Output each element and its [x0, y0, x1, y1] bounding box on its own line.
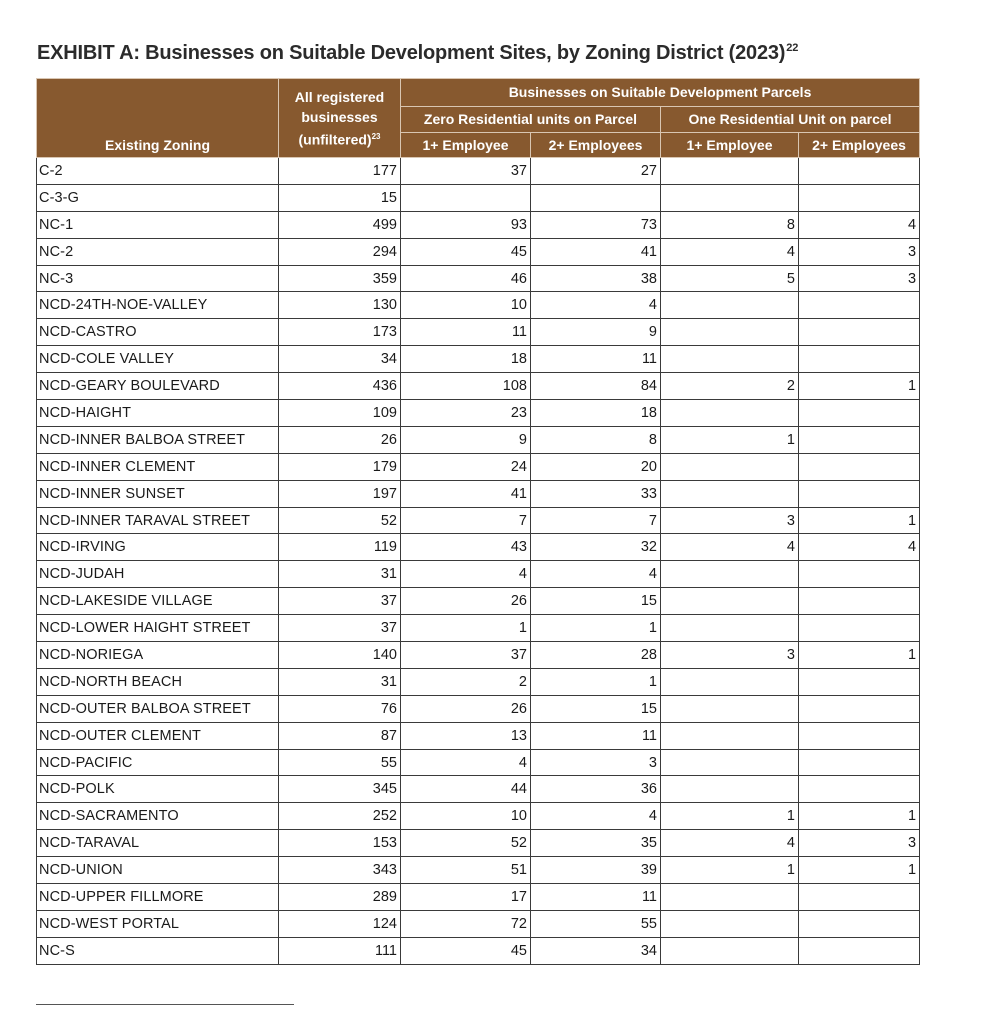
cell-all-registered: 140	[279, 642, 401, 669]
header-zero-residential: Zero Residential units on Parcel	[401, 107, 661, 133]
cell-one-1plus: 1	[661, 857, 799, 884]
cell-all-registered: 177	[279, 158, 401, 185]
cell-one-1plus	[661, 400, 799, 427]
cell-zero-2plus: 4	[531, 561, 661, 588]
cell-one-1plus	[661, 884, 799, 911]
table-row	[37, 292, 920, 319]
cell-zoning: NC-S	[37, 937, 279, 964]
table-row	[37, 346, 920, 373]
cell-all-registered: 179	[279, 453, 401, 480]
cell-zero-2plus: 11	[531, 346, 661, 373]
cell-zoning: NCD-24TH-NOE-VALLEY	[37, 292, 279, 319]
cell-all-registered: 55	[279, 749, 401, 776]
cell-zoning: NCD-INNER TARAVAL STREET	[37, 507, 279, 534]
cell-one-1plus: 1	[661, 803, 799, 830]
cell-zero-1plus: 37	[401, 642, 531, 669]
cell-all-registered: 26	[279, 426, 401, 453]
table-row	[37, 373, 920, 400]
table-row	[37, 615, 920, 642]
cell-zero-2plus: 7	[531, 507, 661, 534]
cell-one-1plus	[661, 615, 799, 642]
cell-zoning: C-2	[37, 158, 279, 185]
header-all-registered-text: All registered businesses (unfiltered)	[294, 88, 385, 148]
cell-zero-2plus	[531, 184, 661, 211]
cell-zoning: NCD-JUDAH	[37, 561, 279, 588]
cell-zero-2plus: 73	[531, 211, 661, 238]
cell-zero-2plus: 38	[531, 265, 661, 292]
cell-zero-2plus: 11	[531, 722, 661, 749]
cell-zoning: NCD-INNER BALBOA STREET	[37, 426, 279, 453]
table-row	[37, 749, 920, 776]
table-row	[37, 910, 920, 937]
cell-one-1plus: 8	[661, 211, 799, 238]
cell-all-registered: 76	[279, 695, 401, 722]
cell-zero-2plus: 9	[531, 319, 661, 346]
cell-zoning: NCD-TARAVAL	[37, 830, 279, 857]
cell-all-registered: 130	[279, 292, 401, 319]
cell-zero-2plus: 1	[531, 615, 661, 642]
cell-all-registered: 111	[279, 937, 401, 964]
cell-one-2plus	[799, 319, 920, 346]
cell-one-2plus: 1	[799, 373, 920, 400]
table-row	[37, 857, 920, 884]
cell-one-2plus: 1	[799, 857, 920, 884]
cell-zoning: NCD-HAIGHT	[37, 400, 279, 427]
cell-zero-2plus: 15	[531, 588, 661, 615]
title-footnote-ref: 22	[786, 42, 799, 55]
cell-zero-1plus: 11	[401, 319, 531, 346]
table-row	[37, 507, 920, 534]
cell-zero-1plus: 4	[401, 561, 531, 588]
table-row	[37, 588, 920, 615]
table-row	[37, 265, 920, 292]
cell-one-1plus	[661, 319, 799, 346]
cell-all-registered: 34	[279, 346, 401, 373]
cell-zero-2plus: 39	[531, 857, 661, 884]
cell-one-1plus	[661, 668, 799, 695]
cell-zero-1plus: 46	[401, 265, 531, 292]
cell-one-1plus	[661, 346, 799, 373]
cell-zoning: NCD-UNION	[37, 857, 279, 884]
cell-zero-2plus: 4	[531, 803, 661, 830]
cell-zoning: NC-1	[37, 211, 279, 238]
header-zero-2plus: 2+ Employees	[531, 133, 661, 158]
cell-zero-1plus: 7	[401, 507, 531, 534]
cell-one-1plus	[661, 561, 799, 588]
header-all-registered-ref: 23	[371, 131, 381, 141]
cell-one-1plus: 1	[661, 426, 799, 453]
table-row	[37, 534, 920, 561]
cell-zero-1plus: 4	[401, 749, 531, 776]
cell-one-1plus	[661, 158, 799, 185]
table-row	[37, 722, 920, 749]
table-row	[37, 158, 920, 185]
cell-zoning: NCD-NORTH BEACH	[37, 668, 279, 695]
table-row	[37, 695, 920, 722]
table-header	[37, 79, 920, 158]
header-all-registered	[279, 79, 401, 158]
cell-one-2plus: 4	[799, 211, 920, 238]
cell-zero-1plus: 44	[401, 776, 531, 803]
cell-zero-1plus: 1	[401, 615, 531, 642]
cell-one-2plus: 3	[799, 830, 920, 857]
cell-zoning: NC-2	[37, 238, 279, 265]
exhibit-title-text: EXHIBIT A: Businesses on Suitable Development Sites, by Zoning District (2023)	[37, 42, 786, 64]
table-row	[37, 319, 920, 346]
cell-zoning: NCD-NORIEGA	[37, 642, 279, 669]
cell-zero-1plus: 52	[401, 830, 531, 857]
cell-zero-1plus: 93	[401, 211, 531, 238]
cell-one-2plus	[799, 722, 920, 749]
cell-zero-2plus: 1	[531, 668, 661, 695]
cell-one-1plus: 4	[661, 830, 799, 857]
cell-one-1plus	[661, 937, 799, 964]
cell-one-2plus: 1	[799, 642, 920, 669]
cell-all-registered: 109	[279, 400, 401, 427]
cell-zero-1plus: 43	[401, 534, 531, 561]
cell-zoning: NCD-IRVING	[37, 534, 279, 561]
cell-zero-2plus: 28	[531, 642, 661, 669]
cell-one-1plus: 5	[661, 265, 799, 292]
cell-one-1plus	[661, 722, 799, 749]
table-row	[37, 937, 920, 964]
cell-zero-2plus: 27	[531, 158, 661, 185]
cell-all-registered: 15	[279, 184, 401, 211]
cell-one-2plus	[799, 346, 920, 373]
table-row	[37, 184, 920, 211]
cell-zero-2plus: 20	[531, 453, 661, 480]
cell-zero-1plus: 17	[401, 884, 531, 911]
cell-one-1plus	[661, 695, 799, 722]
cell-all-registered: 31	[279, 561, 401, 588]
cell-all-registered: 359	[279, 265, 401, 292]
cell-all-registered: 436	[279, 373, 401, 400]
cell-all-registered: 37	[279, 615, 401, 642]
cell-zoning: NCD-POLK	[37, 776, 279, 803]
cell-zero-1plus: 72	[401, 910, 531, 937]
cell-one-1plus	[661, 749, 799, 776]
cell-zero-2plus: 41	[531, 238, 661, 265]
table-row	[37, 453, 920, 480]
cell-all-registered: 153	[279, 830, 401, 857]
header-existing-zoning: Existing Zoning	[37, 79, 279, 158]
cell-zero-2plus: 34	[531, 937, 661, 964]
table-row	[37, 668, 920, 695]
cell-zero-1plus: 41	[401, 480, 531, 507]
header-one-residential: One Residential Unit on parcel	[661, 107, 920, 133]
table-row	[37, 400, 920, 427]
table-row	[37, 803, 920, 830]
cell-all-registered: 294	[279, 238, 401, 265]
cell-all-registered: 499	[279, 211, 401, 238]
cell-one-2plus	[799, 561, 920, 588]
cell-one-2plus	[799, 615, 920, 642]
cell-zoning: NCD-GEARY BOULEVARD	[37, 373, 279, 400]
cell-zero-1plus: 26	[401, 588, 531, 615]
cell-zero-1plus: 45	[401, 937, 531, 964]
table-row	[37, 480, 920, 507]
cell-zoning: NCD-LAKESIDE VILLAGE	[37, 588, 279, 615]
cell-zero-1plus	[401, 184, 531, 211]
cell-one-2plus	[799, 668, 920, 695]
cell-one-2plus	[799, 184, 920, 211]
cell-one-2plus	[799, 158, 920, 185]
cell-one-1plus: 4	[661, 534, 799, 561]
table-row	[37, 426, 920, 453]
table-row	[37, 884, 920, 911]
cell-all-registered: 343	[279, 857, 401, 884]
cell-all-registered: 252	[279, 803, 401, 830]
cell-zoning: NCD-OUTER CLEMENT	[37, 722, 279, 749]
cell-zoning: NCD-INNER SUNSET	[37, 480, 279, 507]
cell-one-1plus: 3	[661, 642, 799, 669]
cell-zero-1plus: 10	[401, 292, 531, 319]
cell-one-2plus	[799, 884, 920, 911]
cell-all-registered: 124	[279, 910, 401, 937]
cell-zero-2plus: 84	[531, 373, 661, 400]
header-one-1plus: 1+ Employee	[661, 133, 799, 158]
cell-all-registered: 52	[279, 507, 401, 534]
cell-zero-1plus: 108	[401, 373, 531, 400]
header-one-2plus: 2+ Employees	[799, 133, 920, 158]
cell-one-2plus	[799, 400, 920, 427]
cell-zoning: NCD-LOWER HAIGHT STREET	[37, 615, 279, 642]
header-suitable-parcels-group: Businesses on Suitable Development Parcels	[401, 79, 920, 107]
cell-zoning: NCD-SACRAMENTO	[37, 803, 279, 830]
cell-one-2plus	[799, 426, 920, 453]
cell-zero-2plus: 15	[531, 695, 661, 722]
cell-zero-2plus: 3	[531, 749, 661, 776]
table-body	[37, 158, 920, 965]
cell-zero-2plus: 36	[531, 776, 661, 803]
cell-one-1plus: 4	[661, 238, 799, 265]
cell-one-1plus: 2	[661, 373, 799, 400]
cell-zoning: NCD-PACIFIC	[37, 749, 279, 776]
cell-all-registered: 87	[279, 722, 401, 749]
cell-zero-1plus: 24	[401, 453, 531, 480]
cell-zoning: NCD-COLE VALLEY	[37, 346, 279, 373]
cell-zoning: NCD-UPPER FILLMORE	[37, 884, 279, 911]
cell-all-registered: 345	[279, 776, 401, 803]
cell-one-1plus: 3	[661, 507, 799, 534]
cell-one-1plus	[661, 480, 799, 507]
cell-one-2plus	[799, 695, 920, 722]
cell-all-registered: 31	[279, 668, 401, 695]
cell-all-registered: 173	[279, 319, 401, 346]
table-row	[37, 561, 920, 588]
cell-zero-2plus: 33	[531, 480, 661, 507]
table-row	[37, 830, 920, 857]
cell-zero-2plus: 55	[531, 910, 661, 937]
table-row	[37, 238, 920, 265]
cell-one-2plus	[799, 292, 920, 319]
cell-one-2plus: 3	[799, 265, 920, 292]
cell-one-2plus	[799, 910, 920, 937]
cell-zero-1plus: 26	[401, 695, 531, 722]
cell-zoning: C-3-G	[37, 184, 279, 211]
cell-one-2plus: 3	[799, 238, 920, 265]
cell-zoning: NCD-INNER CLEMENT	[37, 453, 279, 480]
cell-one-1plus	[661, 588, 799, 615]
cell-zero-1plus: 45	[401, 238, 531, 265]
header-zero-1plus: 1+ Employee	[401, 133, 531, 158]
cell-one-2plus	[799, 749, 920, 776]
cell-one-1plus	[661, 776, 799, 803]
cell-zero-1plus: 51	[401, 857, 531, 884]
cell-one-2plus	[799, 937, 920, 964]
cell-zero-2plus: 11	[531, 884, 661, 911]
table-row	[37, 211, 920, 238]
exhibit-title	[37, 42, 798, 65]
cell-all-registered: 119	[279, 534, 401, 561]
table-row	[37, 642, 920, 669]
cell-one-1plus	[661, 453, 799, 480]
cell-zero-1plus: 18	[401, 346, 531, 373]
cell-zero-1plus: 10	[401, 803, 531, 830]
cell-zero-2plus: 8	[531, 426, 661, 453]
cell-one-2plus	[799, 480, 920, 507]
cell-all-registered: 289	[279, 884, 401, 911]
cell-all-registered: 197	[279, 480, 401, 507]
cell-zero-1plus: 13	[401, 722, 531, 749]
cell-zoning: NC-3	[37, 265, 279, 292]
cell-one-2plus: 4	[799, 534, 920, 561]
cell-one-2plus	[799, 453, 920, 480]
cell-one-2plus	[799, 588, 920, 615]
cell-one-1plus	[661, 292, 799, 319]
cell-zero-1plus: 2	[401, 668, 531, 695]
cell-one-1plus	[661, 910, 799, 937]
cell-zero-1plus: 37	[401, 158, 531, 185]
cell-zoning: NCD-CASTRO	[37, 319, 279, 346]
cell-one-2plus: 1	[799, 803, 920, 830]
cell-zero-1plus: 9	[401, 426, 531, 453]
cell-zoning: NCD-WEST PORTAL	[37, 910, 279, 937]
cell-zero-2plus: 35	[531, 830, 661, 857]
cell-zoning: NCD-OUTER BALBOA STREET	[37, 695, 279, 722]
cell-one-2plus	[799, 776, 920, 803]
cell-zero-1plus: 23	[401, 400, 531, 427]
cell-one-1plus	[661, 184, 799, 211]
table-row	[37, 776, 920, 803]
cell-one-2plus: 1	[799, 507, 920, 534]
exhibit-table	[36, 78, 920, 965]
footnote-divider	[36, 1004, 294, 1005]
cell-zero-2plus: 18	[531, 400, 661, 427]
cell-zero-2plus: 32	[531, 534, 661, 561]
cell-zero-2plus: 4	[531, 292, 661, 319]
cell-all-registered: 37	[279, 588, 401, 615]
